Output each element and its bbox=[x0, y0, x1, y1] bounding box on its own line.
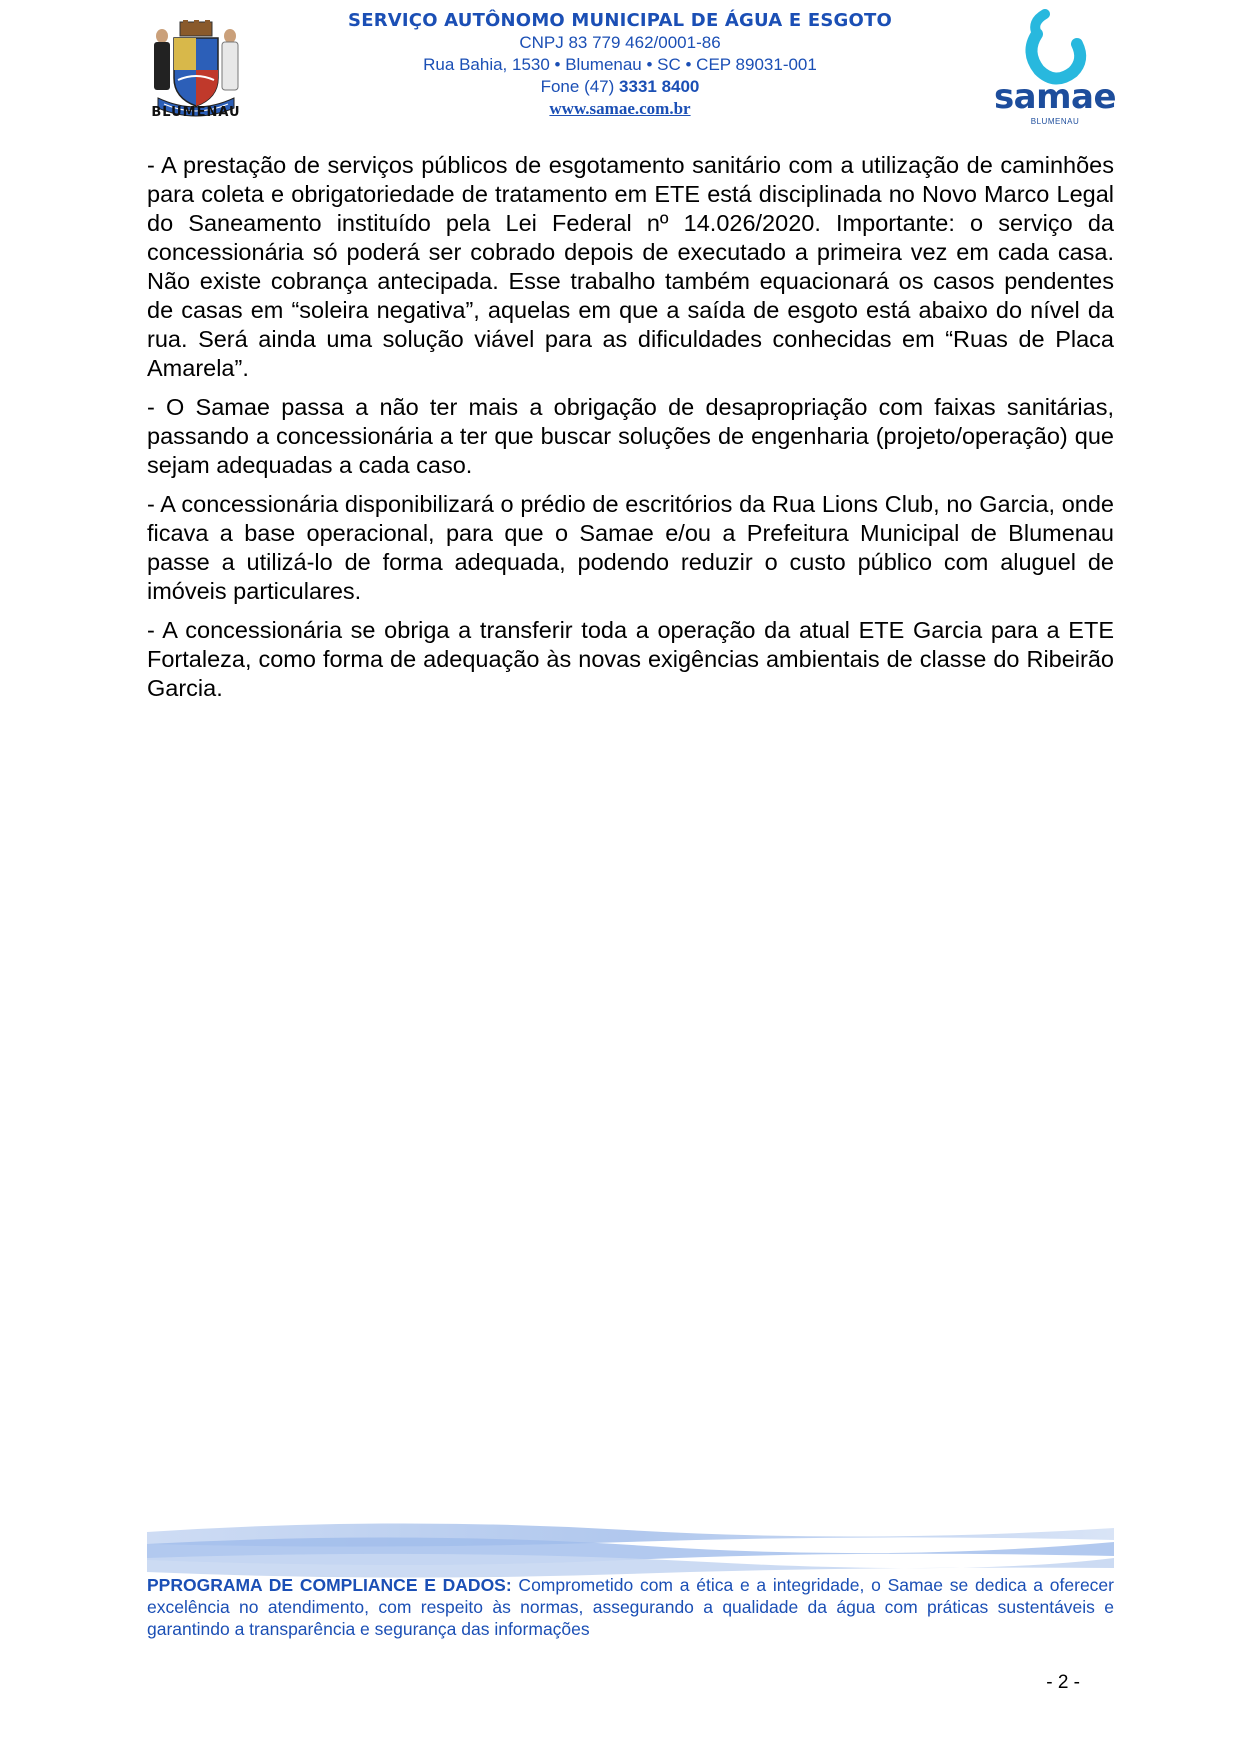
compliance-footer bbox=[147, 1574, 1114, 1640]
samae-logo-word: samae bbox=[993, 77, 1117, 117]
paragraph-esgotamento: - A prestação de serviços públicos de esgotamento sanitário com a utilização de caminhões para coleta e obrigatoriedade de tratamento em ETE está disciplinada no Novo Marco Legal do Saneamento instituído pela Lei Federal nº 14.026/2020. Importante: o serviço da concessionária só poderá ser cobrado depois de executado a primeira vez em cada casa. Não existe cobrança antecipada. Esse trabalho também equacionará os casos pendentes de casas em “soleira negativa”, aquelas em que a saída de esgoto está abaixo do nível da rua. Será ainda uma solução viável para as dificuldades conhecidas em “Ruas de Placa Amarela”. bbox=[147, 152, 1114, 381]
letterhead bbox=[340, 10, 900, 120]
phone-number: 3331 8400 bbox=[619, 77, 700, 96]
compliance-program-text: Comprometido com a ética e a integridade, o Samae se dedica a oferecer excelência no atendimento, com respeito às normas, assegurando a qualidade da água com práticas sustentáveis e garantindo a transparência e segurança das informações bbox=[147, 1575, 1114, 1639]
cnpj-line: CNPJ 83 779 462/0001-86 bbox=[519, 33, 721, 52]
phone-prefix: Fone (47) bbox=[540, 77, 620, 96]
compliance-program-label: PPROGRAMA DE COMPLIANCE E DADOS: bbox=[147, 1575, 512, 1595]
page-number: - 2 - bbox=[1046, 1672, 1080, 1693]
document-body bbox=[147, 151, 1114, 713]
organization-name: SERVIÇO AUTÔNOMO MUNICIPAL DE ÁGUA E ESGOTO bbox=[348, 10, 892, 31]
phone-line bbox=[340, 76, 900, 98]
website-link[interactable]: www.samae.com.br bbox=[549, 99, 691, 118]
samae-logo-subtitle: BLUMENAU bbox=[1030, 117, 1080, 126]
address-line: Rua Bahia, 1530 • Blumenau • SC • CEP 89031-001 bbox=[423, 55, 817, 74]
paragraph-ete-garcia: - A concessionária se obriga a transferir toda a operação da atual ETE Garcia para a ETE Fortaleza, como forma de adequação às novas exigências ambientais de classe do Ribeirão Garcia. bbox=[147, 617, 1114, 701]
paragraph-desapropriacao: - O Samae passa a não ter mais a obrigação de desapropriação com faixas sanitárias, passando a concessionária a ter que buscar soluções de engenharia (projeto/operação) que sejam adequadas a cada caso. bbox=[147, 394, 1114, 478]
footer-waves-decoration bbox=[147, 1510, 1114, 1580]
paragraph-predio-escritorios: - A concessionária disponibilizará o prédio de escritórios da Rua Lions Club, no Garcia, onde ficava a base operacional, para que o Samae e/ou a Prefeitura Municipal de Blumenau passe a utilizá-lo de forma adequada, podendo reduzir o custo público com aluguel de imóveis particulares. bbox=[147, 491, 1114, 604]
coat-of-arms-caption: BLUMENAU bbox=[151, 105, 241, 120]
